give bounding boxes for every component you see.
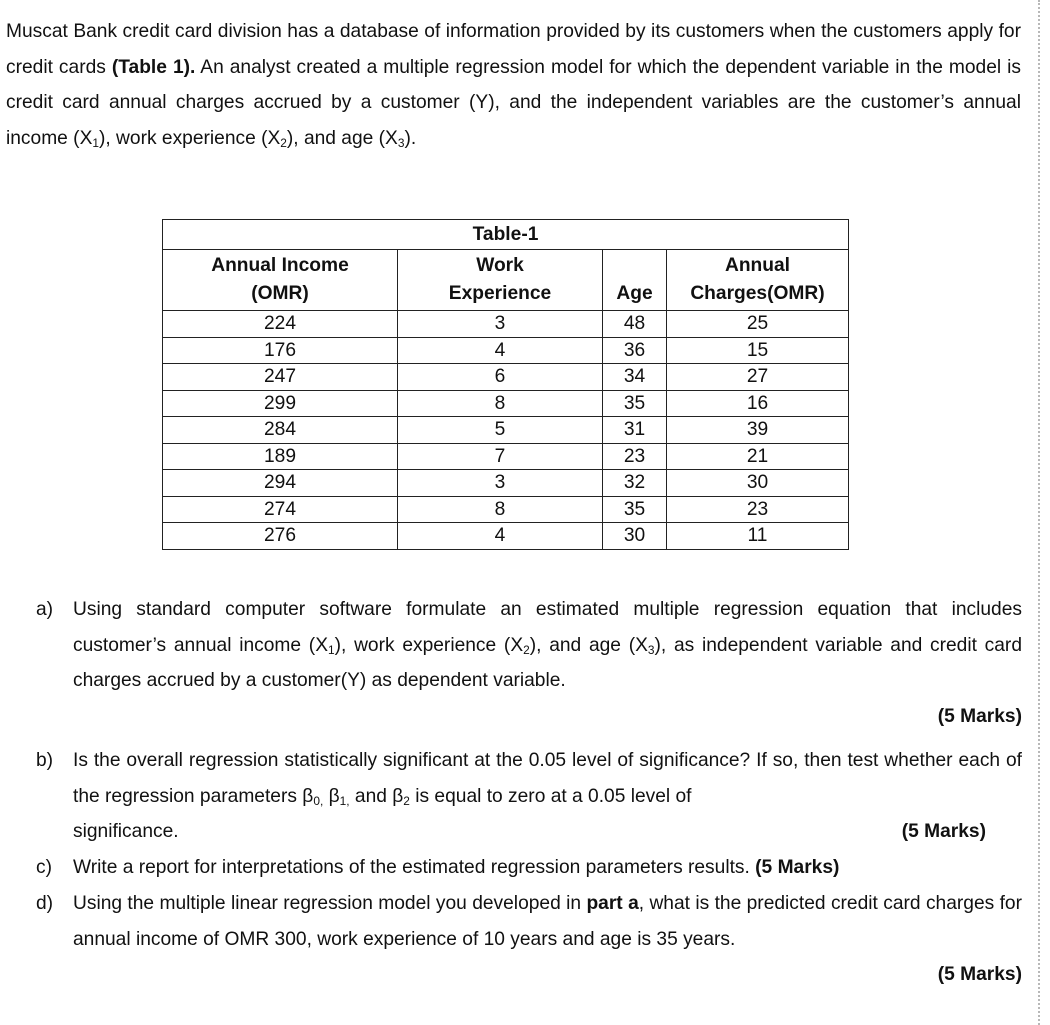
question-letter: b) bbox=[36, 750, 54, 771]
table-cell: 6 bbox=[398, 364, 603, 391]
table-cell: 284 bbox=[163, 417, 398, 444]
table-cell: 8 bbox=[398, 390, 603, 417]
table-cell: 274 bbox=[163, 496, 398, 523]
intro-text: ), work experience (X bbox=[99, 127, 281, 149]
question-text: Using the multiple linear regression model you developed in part a, what is the predicted credit card charges for annual income of OMR 300, work experience of 10 years and age is 35 years. (5 Marks) bbox=[73, 886, 1022, 993]
table-cell: 23 bbox=[603, 443, 667, 470]
table-row bbox=[163, 496, 849, 523]
column-header-annual-income: Annual Income (OMR) bbox=[163, 250, 398, 311]
table-cell: 31 bbox=[603, 417, 667, 444]
table-cell: 27 bbox=[667, 364, 849, 391]
table-cell: 36 bbox=[603, 337, 667, 364]
table-cell: 276 bbox=[163, 523, 398, 550]
table-cell: 39 bbox=[667, 417, 849, 444]
table-reference: (Table 1). bbox=[111, 56, 196, 78]
table-row bbox=[163, 443, 849, 470]
marks-label: (5 Marks) bbox=[937, 964, 1022, 986]
table-row bbox=[163, 311, 849, 338]
table-cell: 16 bbox=[667, 390, 849, 417]
question-letter: d) bbox=[36, 893, 54, 914]
intro-text: An analyst created a multiple regression model for which the dependent variable in the model is credit card annual charges accrued by a customer (Y), and the independent variables are the customer’s annual income (X bbox=[6, 56, 1021, 149]
table-cell: 8 bbox=[398, 496, 603, 523]
table-cell: 3 bbox=[398, 470, 603, 497]
table-cell: 21 bbox=[667, 443, 849, 470]
subscript: 2 bbox=[280, 135, 287, 150]
table-row bbox=[163, 337, 849, 364]
table-cell: 189 bbox=[163, 443, 398, 470]
table-cell: 176 bbox=[163, 337, 398, 364]
table-cell: 11 bbox=[667, 523, 849, 550]
table-row bbox=[163, 470, 849, 497]
column-header-work-experience: Work Experience bbox=[398, 250, 603, 311]
column-header-annual-charges: Annual Charges(OMR) bbox=[667, 250, 849, 311]
part-reference: part a bbox=[586, 893, 639, 914]
table-cell: 34 bbox=[603, 364, 667, 391]
table-cell: 4 bbox=[398, 337, 603, 364]
table-row bbox=[163, 417, 849, 444]
subscript: 1 bbox=[92, 135, 99, 150]
table-cell: 5 bbox=[398, 417, 603, 444]
margin-dotted-line bbox=[1038, 0, 1040, 1025]
table-cell: 224 bbox=[163, 311, 398, 338]
table-header-row bbox=[163, 250, 849, 311]
question-letter: c) bbox=[36, 857, 52, 878]
table-cell: 35 bbox=[603, 390, 667, 417]
intro-text: Muscat Bank credit card division has a database of information provided by its customers when the customers apply for credit cards bbox=[6, 21, 1021, 78]
table-row bbox=[163, 390, 849, 417]
question-text: Is the overall regression statistically significant at the 0.05 level of significance? If so, then test whether each of the regression parameters $\beta_{0,}$ $\beta_{1,}$ and $\beta_2$ is equal to zero at a 0.05 level of significance. (5 Marks) bbox=[73, 743, 1022, 850]
table-cell: 48 bbox=[603, 311, 667, 338]
table-cell: 35 bbox=[603, 496, 667, 523]
table-cell: 30 bbox=[667, 470, 849, 497]
table-cell: 25 bbox=[667, 311, 849, 338]
marks-label: (5 Marks) bbox=[755, 857, 840, 878]
table-cell: 294 bbox=[163, 470, 398, 497]
column-header-age: Age bbox=[603, 250, 667, 311]
subscript: 3 bbox=[397, 135, 405, 150]
intro-text: ), and age (X bbox=[286, 127, 398, 149]
table-cell: 32 bbox=[603, 470, 667, 497]
table-row bbox=[163, 364, 849, 391]
table-cell: 15 bbox=[667, 337, 849, 364]
table-cell: 3 bbox=[398, 311, 603, 338]
table-cell: 23 bbox=[667, 496, 849, 523]
intro-paragraph bbox=[6, 14, 1021, 156]
marks-label: (5 Marks) bbox=[937, 705, 1022, 727]
question-d bbox=[36, 886, 1022, 993]
question-c bbox=[36, 850, 1022, 886]
table-cell: 30 bbox=[603, 523, 667, 550]
table-cell: 4 bbox=[398, 523, 603, 550]
question-letter: a) bbox=[36, 599, 54, 620]
question-a bbox=[36, 592, 1022, 734]
table-caption-row bbox=[163, 220, 849, 250]
question-text: Write a report for interpretations of the estimated regression parameters results. (5 Marks) bbox=[73, 857, 840, 878]
table-row bbox=[163, 523, 849, 550]
question-text: Using standard computer software formulate an estimated multiple regression equation that includes customer’s annual income $(X_1)$, work experience $(X_2)$, and age $(X_3)$, as independent variable and credit card charges accrued by a customer(Y) as dependent variable. (5 Marks) bbox=[73, 592, 1022, 734]
marks-label: (5 Marks) bbox=[901, 821, 986, 843]
table-cell: 7 bbox=[398, 443, 603, 470]
table-cell: 299 bbox=[163, 390, 398, 417]
table-cell: 247 bbox=[163, 364, 398, 391]
question-b bbox=[36, 743, 1022, 850]
intro-text: ). bbox=[404, 127, 417, 149]
table-caption: Table-1 bbox=[163, 220, 849, 250]
data-table bbox=[162, 219, 849, 550]
